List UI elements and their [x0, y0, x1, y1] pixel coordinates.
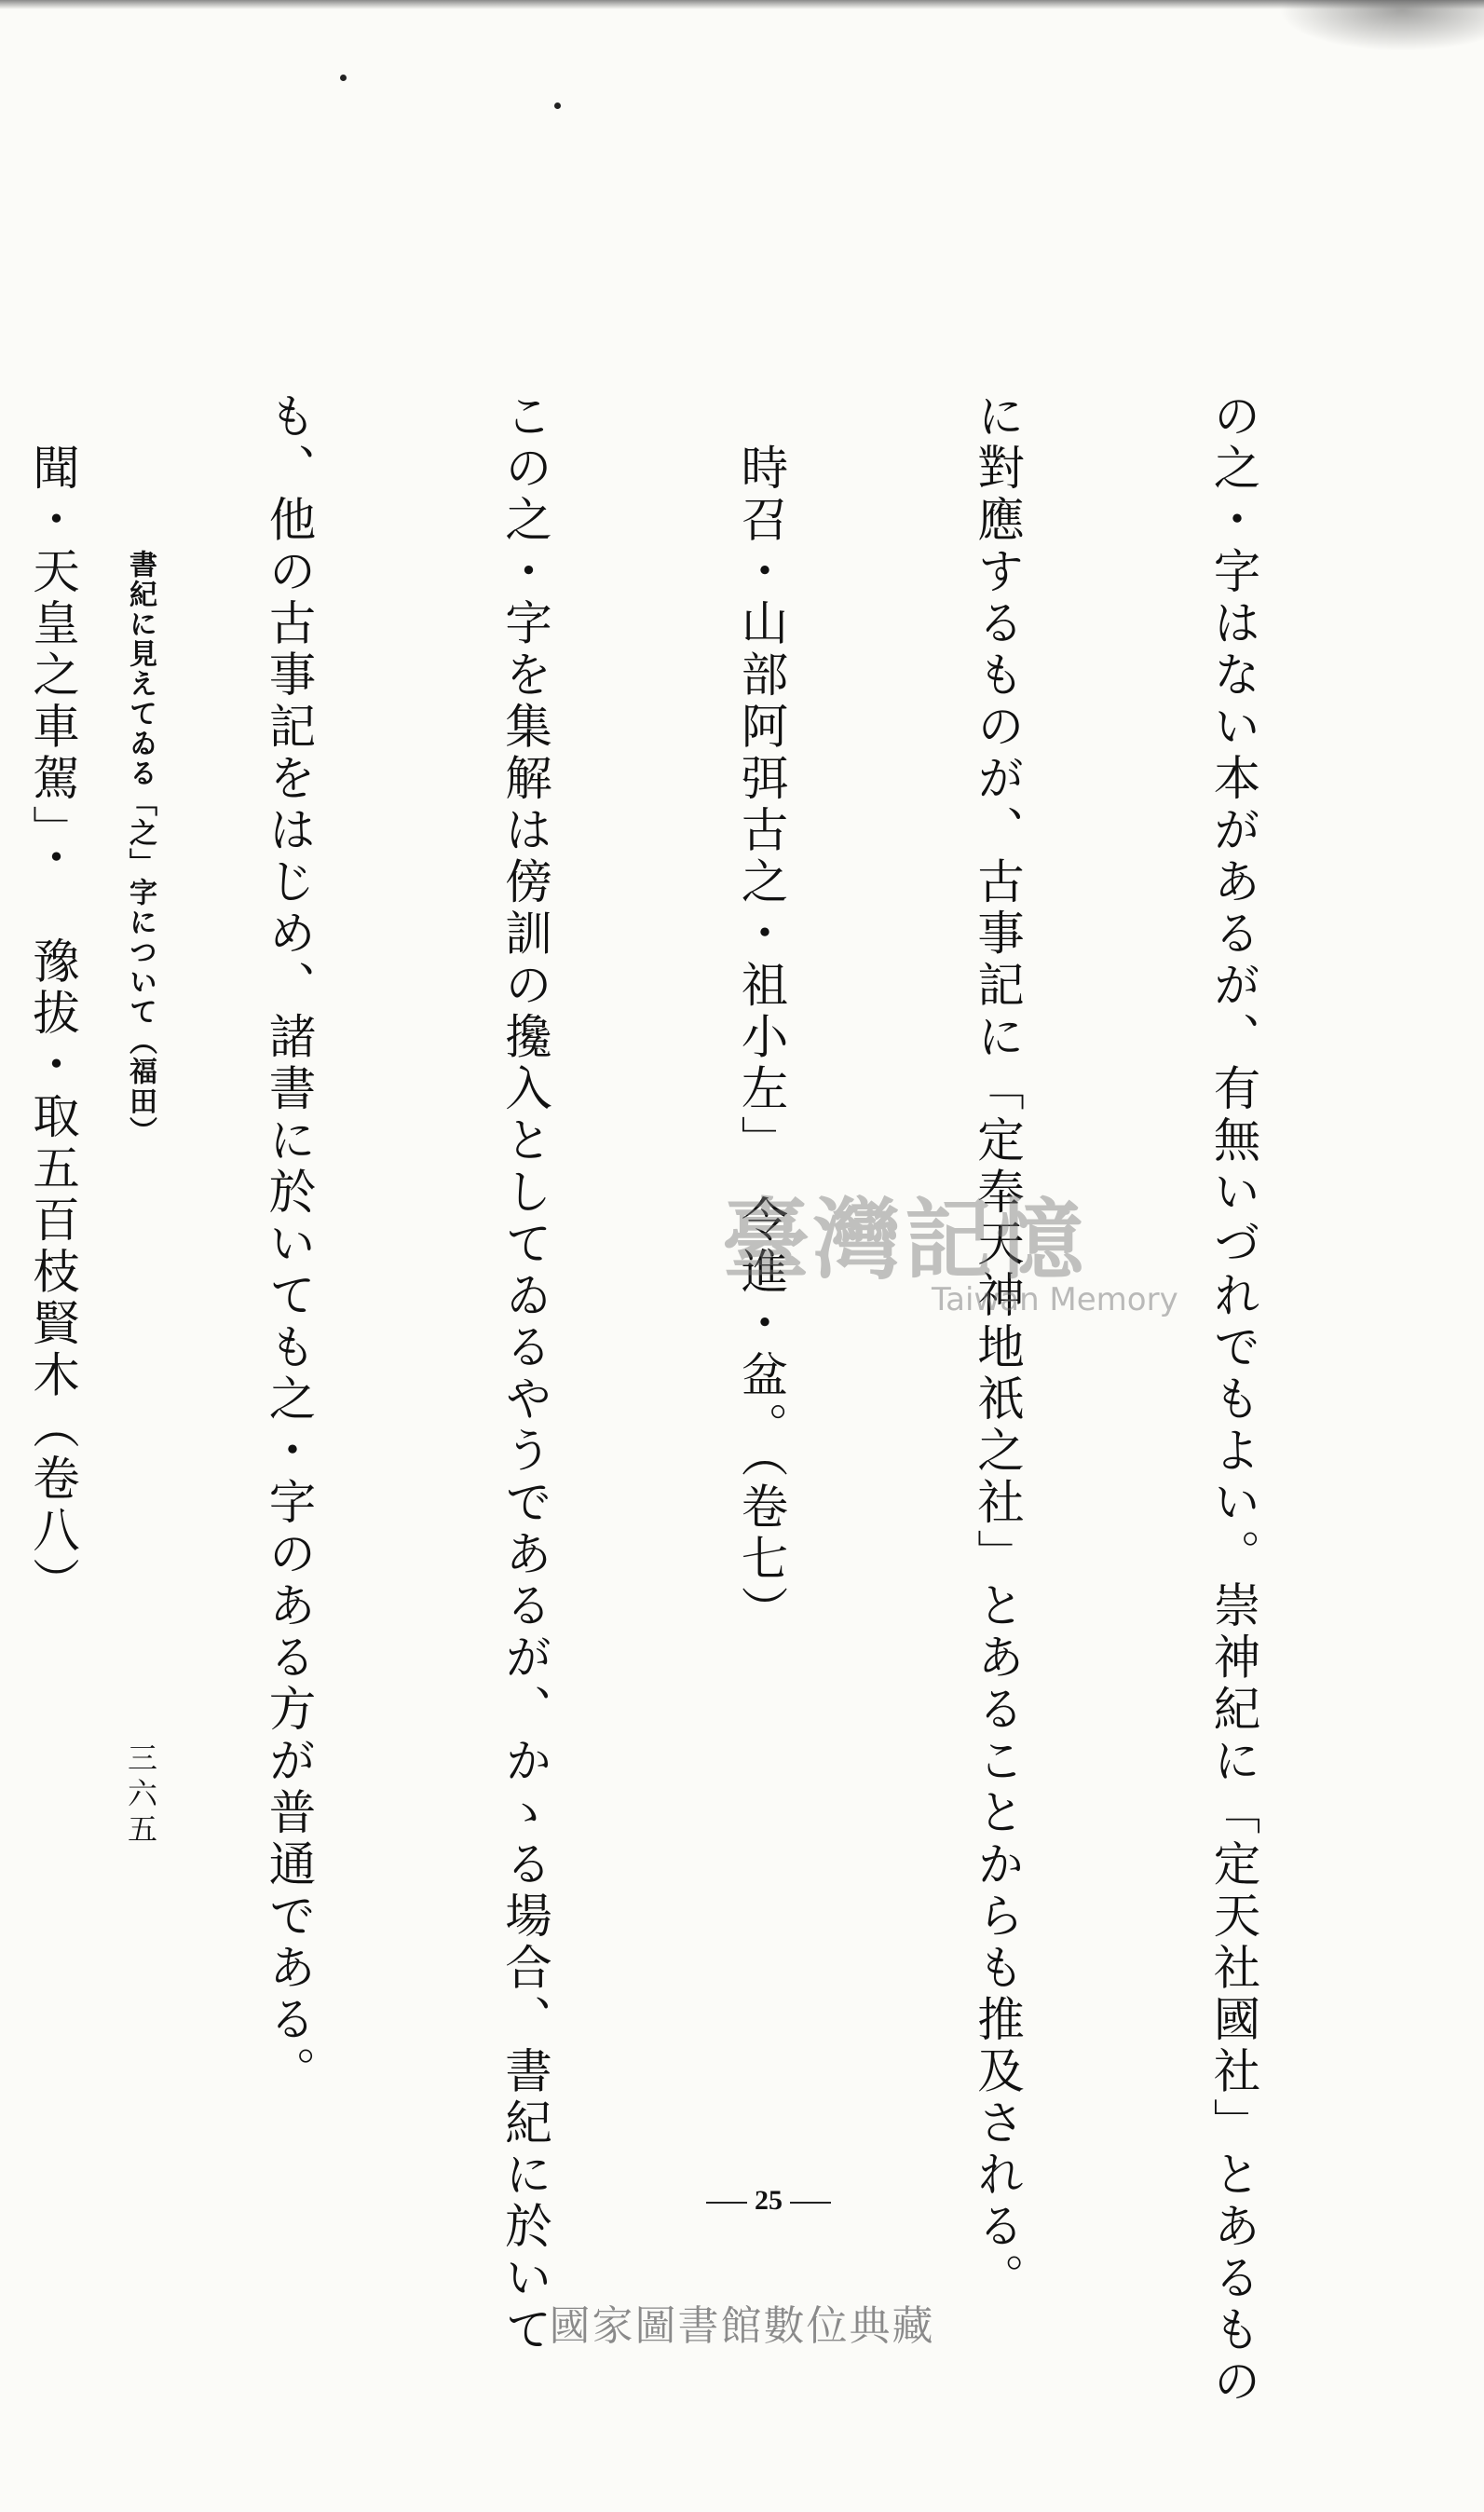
page-number: [685, 2185, 852, 2217]
text-column: この之・字を集解は傍訓の攙入としてゐるやうであるが、かゝる場合、書紀に於いて: [497, 391, 553, 2356]
text-column: の之・字はない本があるが、有無いづれでもよい。崇神紀に「定天社國社」とあるもの: [1206, 391, 1261, 2409]
text-column: 時召・山部阿弭古之・祖小左」 令進・盆。（卷七）: [734, 391, 789, 1637]
page-number-value: 25: [755, 2185, 783, 2216]
scan-speck: [340, 75, 347, 81]
scan-corner-smudge: [1279, 0, 1484, 51]
watermark-subtitle: Taiwan Memory: [932, 1281, 1178, 1318]
text-column: に對應するものが、古事記に「定奉天神地祇之社」とあることからも推及される。: [970, 391, 1026, 2305]
text-column: も、他の古事記をはじめ、諸書に於いても之・字のある方が普通である。: [262, 391, 317, 2098]
scan-top-edge: [0, 0, 1484, 9]
running-title: 書紀に見えてゐる「之」字について（福田）: [124, 550, 157, 1146]
library-caption: 國家圖書館數位典藏: [549, 2302, 935, 2350]
dash-right: [790, 2202, 831, 2204]
text-column: 聞・天皇之車駕」・ 豫拔・取五百枝賢木（卷八）: [25, 391, 81, 1609]
dash-left: [706, 2202, 747, 2204]
kanji-page-number: 三六五: [123, 1742, 158, 1849]
scan-speck: [554, 102, 561, 109]
watermark: 臺灣記憶: [722, 1189, 1088, 1291]
